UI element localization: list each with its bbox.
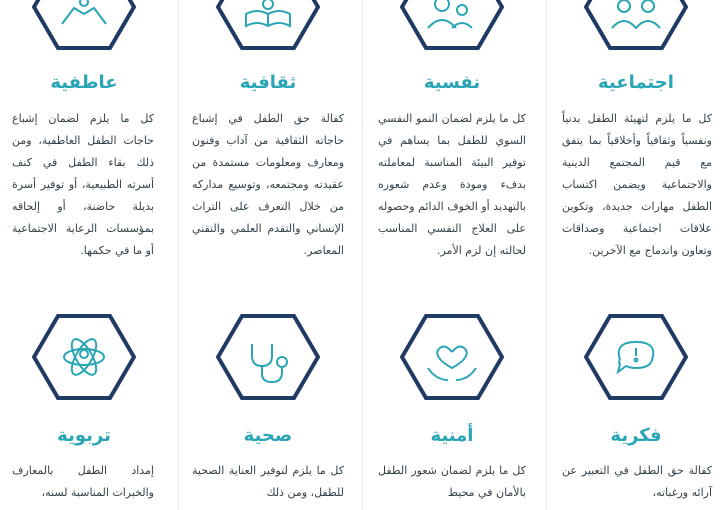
column-divider <box>546 0 547 510</box>
column-divider <box>178 0 179 510</box>
idea-bubble-icon <box>584 314 688 400</box>
card-title: فكرية <box>610 425 662 446</box>
card-title: عاطفية <box>50 72 118 93</box>
column-divider <box>362 0 363 510</box>
card-text: كل ما يلزم لضمان شعور الطفل بالأمان في محيط <box>378 464 526 499</box>
card-title: نفسية <box>423 72 481 93</box>
card-text: كفالة حق الطفل في إشباع حاجاته الثقافية من آداب وفنون ومعارف ومعلومات مستمدة من عقيدته ومجتمعه، وتوسيع مداركه من خلال التعرف على التراث الإنساني والتقدم العلمي والتقني المعاصر. <box>192 112 344 257</box>
card-text: إمداد الطفل بالمعارف والخبرات المناسبة لسنه، <box>12 464 154 499</box>
card-title: صحية <box>243 425 293 446</box>
card-text: كفالة حق الطفل في التعبير عن آرائه ورغباته، <box>562 464 712 499</box>
stethoscope-icon <box>216 314 320 400</box>
card-text: كل ما يلزم لتهيئة الطفل بدنياً ونفسياً وثقافياً وأخلاقياً بما يتفق مع قيم المجتمع الدينية والاجتماعية ويضمن اكتساب الطفل مهارات جديدة، وتكوين علاقات اجتماعية وصداقات وتعاون واندماج مع الآخرين. <box>562 112 712 257</box>
people-group-icon <box>584 0 688 50</box>
parent-child-icon <box>400 0 504 50</box>
card-text: كل ما يلزم لضمان النمو النفسي السوي للطفل بما يساهم في توفير البيئة المناسبة لمعاملته بدفء ومودة وعدم شعوره بالتهديد أو الخوف الدائم وحصوله على العلاج النفسي المناسب لحالته إن لزم الأمر. <box>378 112 526 257</box>
card-title: ثقافية <box>239 72 297 93</box>
atom-person-icon <box>32 314 136 400</box>
open-book-icon <box>216 0 320 50</box>
card-text: كل ما يلزم لضمان إشباع حاجات الطفل العاطفية، ومن ذلك بقاء الطفل في كنف أسرته الطبيعية، أو توفير أسرة بديلة حاضنة، أو إلحاقه بمؤسسات الرعاية الاجتماعية أو ما في حكمها. <box>12 112 154 257</box>
hands-heart-icon <box>400 314 504 400</box>
card-title: تربوية <box>57 425 111 446</box>
caring-hands-icon <box>32 0 136 50</box>
card-text: كل ما يلزم لتوفير العناية الصحية للطفل، ومن ذلك <box>192 464 344 499</box>
card-title: أمنية <box>430 425 474 446</box>
card-title: اجتماعية <box>598 72 674 93</box>
